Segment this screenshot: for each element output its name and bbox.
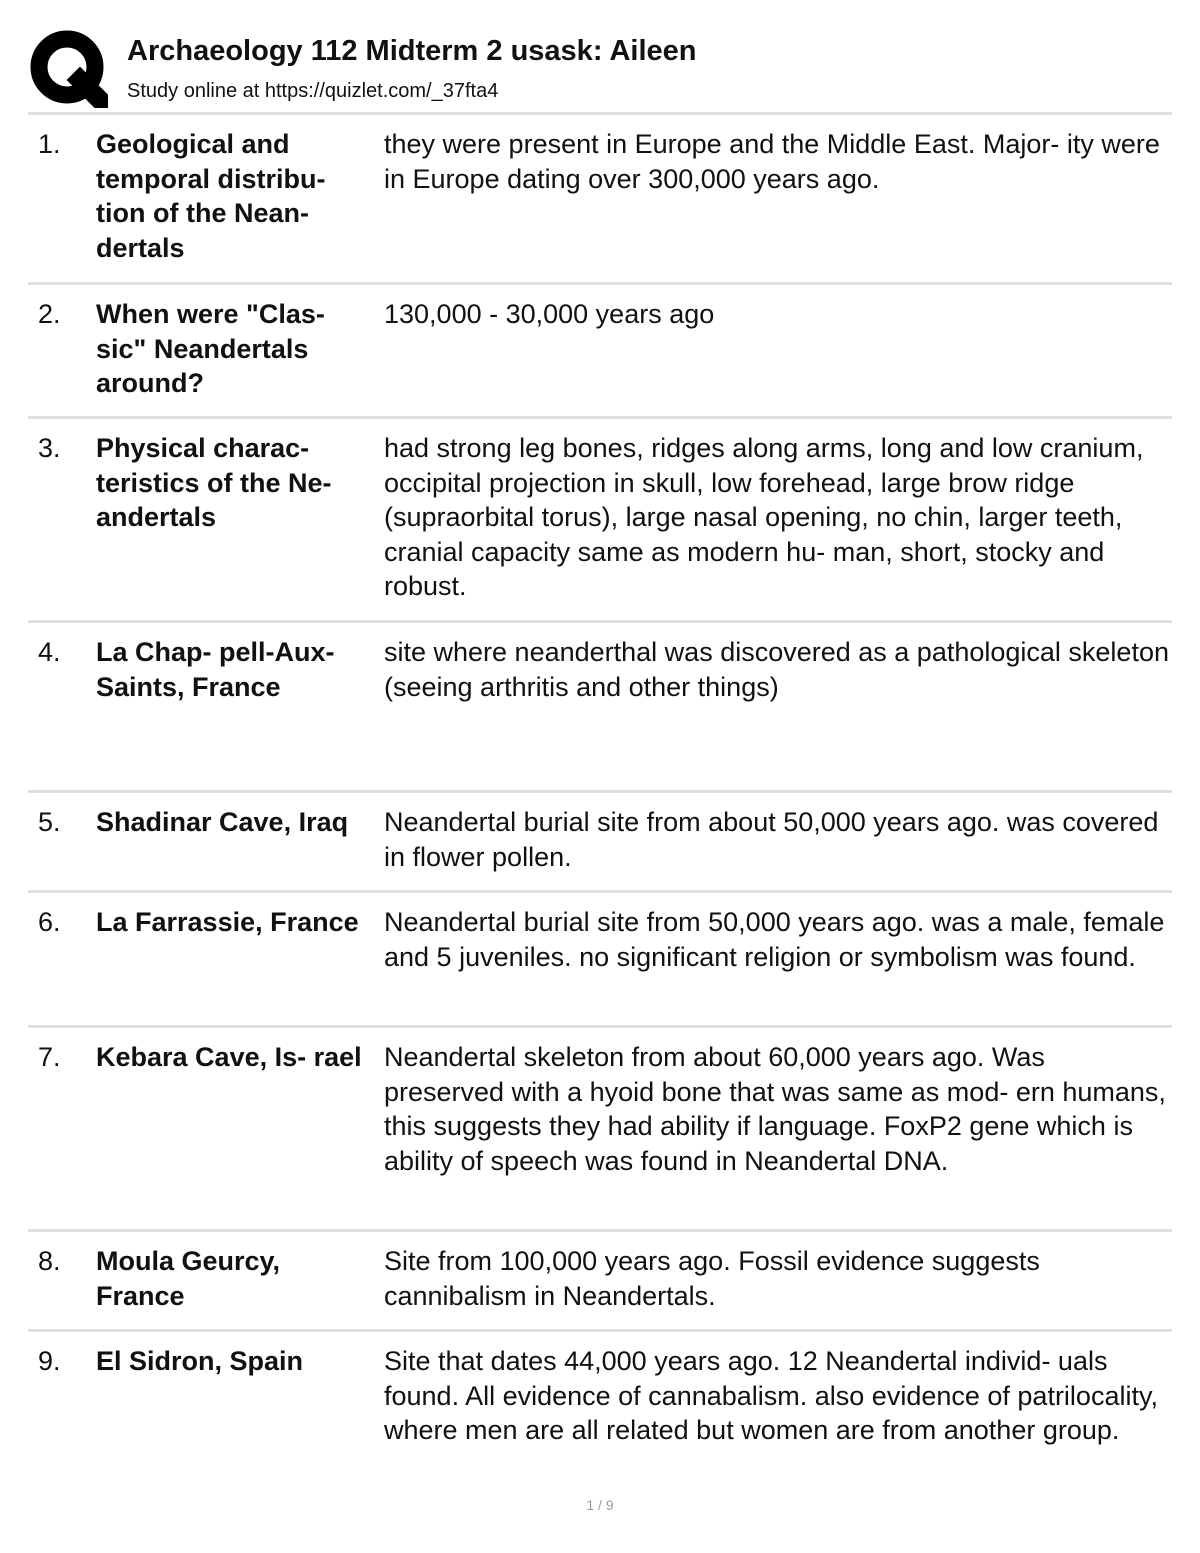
card-number: 3. xyxy=(38,433,61,463)
flashcard-row xyxy=(28,115,1172,285)
card-number: 5. xyxy=(38,807,61,837)
flashcard-row xyxy=(28,623,1172,793)
card-term: Geological and temporal distribu- tion of the Nean- dertals xyxy=(96,129,326,263)
card-definition: Neandertal burial site from 50,000 years ago. was a male, female and 5 juveniles. no significant religion or symbolism was found. xyxy=(384,907,1165,972)
card-term: El Sidron, Spain xyxy=(96,1346,304,1376)
card-number: 8. xyxy=(38,1246,61,1276)
flashcard-row xyxy=(28,1332,1172,1492)
card-definition: Neandertal skeleton from about 60,000 years ago. Was preserved with a hyoid bone that was same as mod- ern humans, this suggests they had ability if language. FoxP2 gene which is ability of speech was found in Neandertal DNA. xyxy=(384,1042,1166,1176)
card-term: La Farrassie, France xyxy=(96,907,359,937)
card-number: 9. xyxy=(38,1346,61,1376)
card-term: Physical charac- teristics of the Ne- andertals xyxy=(96,433,332,532)
flashcard-row xyxy=(28,893,1172,1028)
card-definition: site where neanderthal was discovered as a pathological skeleton (seeing arthritis and other things) xyxy=(384,637,1169,702)
flashcard-row xyxy=(28,1232,1172,1332)
document-subtitle: Study online at https://quizlet.com/_37fta4 xyxy=(127,80,499,102)
card-term: When were "Clas- sic" Neandertals around? xyxy=(96,299,325,398)
flashcard-row xyxy=(28,419,1172,623)
card-term: La Chap- pell-Aux-Saints, France xyxy=(96,637,335,702)
card-number: 4. xyxy=(38,637,61,667)
card-term: Kebara Cave, Is- rael xyxy=(96,1042,362,1072)
card-term: Shadinar Cave, Iraq xyxy=(96,807,349,837)
document-title: Archaeology 112 Midterm 2 usask: Aileen xyxy=(127,35,697,67)
card-term: Moula Geurcy, France xyxy=(96,1246,281,1311)
card-number: 2. xyxy=(38,299,61,329)
flashcard-row xyxy=(28,1028,1172,1232)
card-definition: Site that dates 44,000 years ago. 12 Neandertal individ- uals found. All evidence of cannabalism. also evidence of patrilocality, where men are all related but women are from another group. xyxy=(384,1346,1158,1445)
flashcard-row xyxy=(28,793,1172,893)
card-number: 7. xyxy=(38,1042,61,1072)
quizlet-q-logo-icon xyxy=(30,30,108,108)
card-definition: had strong leg bones, ridges along arms, long and low cranium, occipital projection in skull, low forehead, large brow ridge (supraorbital torus), large nasal opening, no chin, larger teeth, cranial capacity same as modern hu- man, short, stocky and robust. xyxy=(384,433,1144,601)
card-number: 6. xyxy=(38,907,61,937)
card-definition: they were present in Europe and the Middle East. Major- ity were in Europe dating over 300,000 years ago. xyxy=(384,129,1160,194)
page-number: 1 / 9 xyxy=(586,1497,614,1513)
document-header xyxy=(30,28,1172,112)
card-definition: Site from 100,000 years ago. Fossil evidence suggests cannibalism in Neandertals. xyxy=(384,1246,1040,1311)
card-definition: Neandertal burial site from about 50,000 years ago. was covered in flower pollen. xyxy=(384,807,1159,872)
card-definition: 130,000 - 30,000 years ago xyxy=(384,299,715,329)
flashcard-row xyxy=(28,285,1172,419)
card-number: 1. xyxy=(38,129,61,159)
